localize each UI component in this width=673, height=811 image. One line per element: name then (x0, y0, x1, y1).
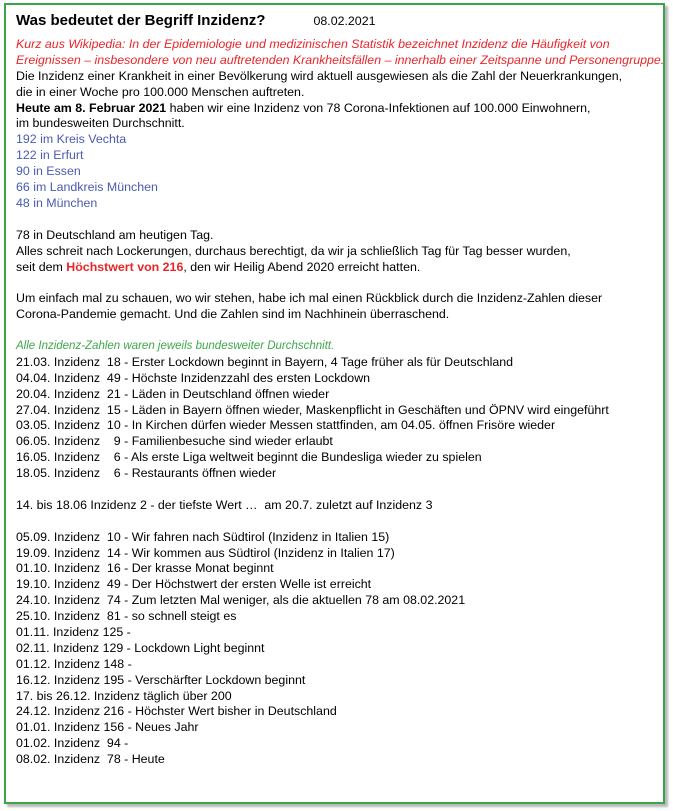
today-bold: Heute am 8. Februar 2021 (16, 100, 167, 115)
germany-text: seit dem (16, 259, 67, 274)
timeline-entry: 20.04. Inzidenz 21 - Läden in Deutschland öffnen wieder (16, 386, 330, 401)
timeline-entry: 01.01. Inzidenz 156 - Neues Jahr (16, 720, 199, 735)
timeline-entry: 05.09. Inzidenz 10 - Wir fahren nach Südtirol (Inzidenz in Italien 15) (16, 529, 390, 544)
today-rest: haben wir eine Inzidenz von 78 Corona-Infektionen auf 100.000 Einwohnern, (166, 100, 591, 115)
timeline-entry: 16.12. Inzidenz 195 - Verschärfter Lockdown beginnt (16, 672, 306, 687)
timeline-entry: 06.05. Inzidenz 9 - Familienbesuche sind wieder erlaubt (16, 434, 333, 449)
document-content (16, 11, 666, 768)
timeline-entry: 16.05. Inzidenz 6 - Als erste Liga weltweit beginnt die Bundesliga wieder zu spielen (16, 450, 482, 465)
timeline-entry: 08.02. Inzidenz 78 - Heute (16, 752, 165, 767)
region-item: 48 in München (16, 195, 98, 210)
today-line (16, 101, 666, 117)
timeline-entry: 01.02. Inzidenz 94 - (16, 736, 129, 751)
header (16, 11, 666, 31)
review-line: Corona-Pandemie gemacht. Und die Zahlen sind im Nachhinein überraschend. (16, 307, 450, 322)
timeline-entry: 01.11. Inzidenz 125 - (16, 624, 131, 639)
timeline-entry: 19.09. Inzidenz 14 - Wir kommen aus Südtirol (Inzidenz in Italien 17) (16, 545, 395, 560)
highest-value-highlight: Höchstwert von 216 (66, 259, 184, 274)
timeline-spring (16, 355, 666, 482)
review-line: Um einfach mal zu schauen, wo wir stehen, habe ich mal einen Rückblick durch die Inzidenz-Zahlen dieser (16, 291, 603, 306)
timeline-entry: 21.03. Inzidenz 18 - Erster Lockdown beginnt in Bayern, 4 Tage früher als für Deutschland (16, 354, 514, 369)
timeline-entry: 27.04. Inzidenz 15 - Läden in Bayern öffnen wieder, Maskenpflicht in Geschäften und ÖPNV wird eingeführt (16, 402, 609, 417)
timeline-entry: 03.05. Inzidenz 10 - In Kirchen dürfen wieder Messen stattfinden, am 04.05. öffnen Frisöre wieder (16, 418, 556, 433)
timeline-entry: 17. bis 26.12. Inzidenz täglich über 200 (16, 688, 232, 703)
timeline-entry: 02.11. Inzidenz 129 - Lockdown Light beginnt (16, 640, 265, 655)
region-item: 192 im Kreis Vechta (16, 132, 127, 147)
today-line-2: im bundesweiten Durchschnitt. (16, 116, 185, 131)
timeline-entry: 01.12. Inzidenz 148 - (16, 656, 132, 671)
timeline-entry: 19.10. Inzidenz 49 - Der Höchstwert der ersten Welle ist erreicht (16, 577, 372, 592)
timeline-entry: 04.04. Inzidenz 49 - Höchste Inzidenzzahl des ersten Lockdown (16, 370, 371, 385)
germany-text: , den wir Heilig Abend 2020 erreicht hatten. (183, 259, 421, 274)
header-date: 08.02.2021 (313, 14, 376, 28)
germany-line: 78 in Deutschland am heutigen Tag. (16, 227, 214, 242)
timeline-entry: 01.10. Inzidenz 16 - Der krasse Monat beginnt (16, 561, 274, 576)
summer-line: 14. bis 18.06 Inzidenz 2 - der tiefste Wert … am 20.7. zuletzt auf Inzidenz 3 (16, 497, 433, 512)
intro-line: Die Inzidenz einer Krankheit in einer Bevölkerung wird aktuell ausgewiesen als die Zahl der Neuerkrankungen, (16, 68, 623, 83)
average-note: Alle Inzidenz-Zahlen waren jeweils bundesweiter Durchschnitt. (16, 339, 335, 352)
region-item: 122 in Erfurt (16, 148, 84, 163)
timeline-entry: 18.05. Inzidenz 6 - Restaurants öffnen wieder (16, 466, 277, 481)
intro-line: die in einer Woche pro 100.000 Menschen auftreten. (16, 84, 305, 99)
timeline-entry: 24.10. Inzidenz 74 - Zum letzten Mal weniger, als die aktuellen 78 am 08.02.2021 (16, 593, 466, 608)
germany-line: Alles schreit nach Lockerungen, durchaus berechtigt, da wir ja schließlich Tag für Tag besser wurden, (16, 243, 571, 258)
timeline-entry: 25.10. Inzidenz 81 - so schnell steigt es (16, 609, 237, 624)
wikipedia-quote: Kurz aus Wikipedia: In der Epidemiologie und medizinischen Statistik bezeichnet Inzidenz die Häufigkeit von Ereignissen – insbesondere von neu auftretenden Krankheitsfällen – innerhalb einer Zeitspanne und Personengruppe. (16, 37, 665, 67)
region-item: 66 im Landkreis München (16, 180, 158, 195)
timeline-entry: 24.12. Inzidenz 216 - Höchster Wert bisher in Deutschland (16, 704, 337, 719)
page-title: Was bedeutet der Begriff Inzidenz? (16, 12, 266, 29)
timeline-autumn (16, 530, 666, 768)
region-item: 90 in Essen (16, 164, 81, 179)
germany-line (16, 260, 666, 276)
